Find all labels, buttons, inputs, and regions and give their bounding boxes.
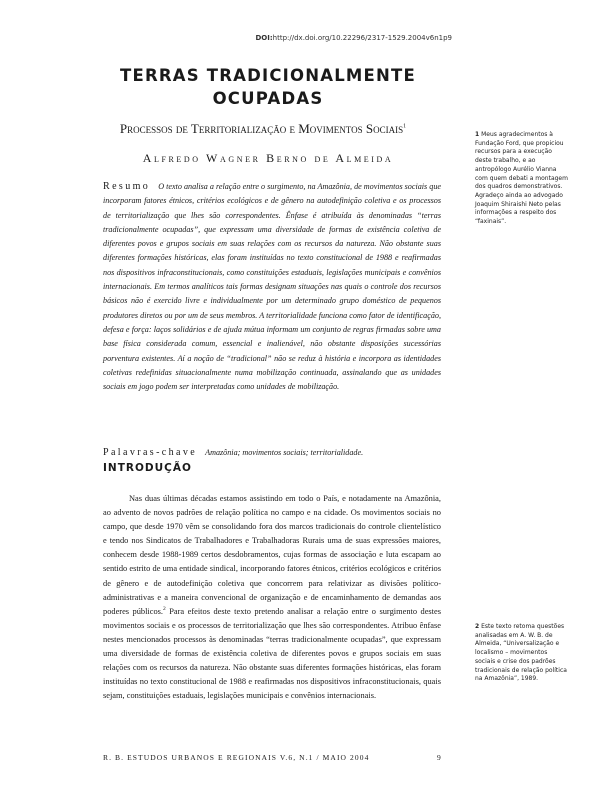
title-line-2: OCUPADAS (212, 89, 324, 108)
author-name: Alfredo Wagner Berno de Almeida (142, 151, 394, 165)
doi-line (216, 34, 452, 42)
footnote-2-number: 2 (475, 623, 480, 630)
subtitle-text: Processos de Territorialização e Movimentos Sociais (119, 121, 404, 136)
title-line-1: TERRAS TRADICIONALMENTE (120, 66, 416, 85)
footnote-1-text: Meus agradecimentos à Fundação Ford, que propiciou recursos para a execução deste trabalho, e ao antropólogo Aurélio Vianna com quem debati a montagem dos quadros demonstrativos. Agradeço ainda ao advogado Joaquim Shiraishi Neto pelas informações a respeito dos “faxinais”. (475, 131, 568, 226)
abstract-label: Resumo (103, 181, 151, 192)
section-title-introducao: INTRODUÇÃO (103, 462, 192, 474)
keywords-text: Amazônia; movimentos sociais; territorialidade. (205, 448, 364, 457)
paragraph-part-2: Para efeitos deste texto pretendo analisar a relação entre o surgimento destes movimentos sociais e os processos de territorialização que lhes são correspondentes. Atribuo ênfase nestes mencionados processos às denominadas “terras tradicionalmente ocupadas”, que expressam uma diversidade de formas de existência coletiva de diferentes povos e grupos sociais em suas relações com os recursos da natureza. Não obstante suas diferentes formações históricas, elas foram instituídas no texto constitucional de 1988 e reafirmadas nos dispositivos infraconstitucionais, quais sejam, constituições estaduais, legislações municipais e convênios internacionais. (103, 606, 441, 701)
footnote-ref-2: 2 (163, 605, 166, 612)
keywords (103, 447, 441, 458)
footnote-1-number: 1 (475, 131, 480, 138)
article-title (90, 64, 446, 110)
article-subtitle (80, 121, 446, 137)
keywords-label: Palavras-chave (103, 447, 198, 458)
abstract (103, 180, 441, 394)
doi-label: DOI: (255, 34, 273, 42)
paragraph-part-1: Nas duas últimas décadas estamos assistindo em todo o País, e notadamente na Amazônia, ao advento de novos padrões de relação política no campo e na cidade. Os movimentos sociais no campo, que desde 1970 vêm se consolidando fora dos marcos tradicionais do controle clientelístico e tendo nos Sindicatos de Trabalhadores e Trabalhadoras Rurais uma de suas expressões maiores, conhecem desde 1988-1989 certos desdobramentos, cujas formas de associação e luta escapam ao sentido estrito de uma entidade sindical, incorporando fatores étnicos, critérios ecológicos e critérios de gênero e de autodefinição coletiva que concorrem para relativizar as divisões político-administrativas e a maneira convencional de organização e de encaminhamento de demandas aos poderes públicos. (103, 494, 441, 616)
abstract-text: O texto analisa a relação entre o surgimento, na Amazônia, de movimentos sociais que incorporam fatores étnicos, critérios ecológicos e de gênero na autodefinição coletiva e os processos de territorialização que lhes são correspondentes. Ênfase é atribuída às denominadas “terras tradicionalmente ocupadas”, que expressam uma diversidade de formas de existência coletiva de diferentes povos e grupos sociais em suas relações com os recursos da natureza. Não obstante suas diferentes formações históricas, elas foram instituídas no texto constitucional de 1988 e reafirmadas nos dispositivos infraconstitucionais, como constituições estaduais, legislações municipais e convênios internacionais. Em termos analíticos tais formas designam situações nas quais o controle dos recursos básicos não é exercido livre e individualmente por um determinado grupo doméstico de pequenos produtores diretos ou por um de seus membros. A territorialidade funciona como fator de identificação, defesa e força: laços solidários e de ajuda mútua informam um conjunto de regras firmadas sobre uma base física considerada comum, essencial e inalienável, não obstante disposições sucessórias porventura existentes. Aí a noção de “tradicional” não se reduz à história e incorpora as identidades coletivas redefinidas situacionalmente numa mobilização continuada, assinalando que as unidades sociais em jogo podem ser interpretadas como unidades de mobilização. (103, 182, 441, 392)
doi-link[interactable]: http://dx.doi.org/10.22296/2317-1529.2004v6n1p9 (272, 34, 452, 42)
footnote-1 (475, 131, 569, 227)
journal-footer: R. B. ESTUDOS URBANOS E REGIONAIS V.6, N.1 / MAIO 2004 (103, 753, 370, 762)
page-number: 9 (437, 753, 441, 762)
introduction-paragraph (103, 492, 441, 703)
footnote-2 (475, 623, 569, 684)
footnote-2-text: Este texto retoma questões analisadas em A. W. B. de Almeida, “Universalização e localismo – movimentos sociais e crise dos padrões tradicionais de relação política na Amazônia”, 1989. (475, 623, 567, 683)
footnote-ref-1: 1 (403, 123, 407, 130)
